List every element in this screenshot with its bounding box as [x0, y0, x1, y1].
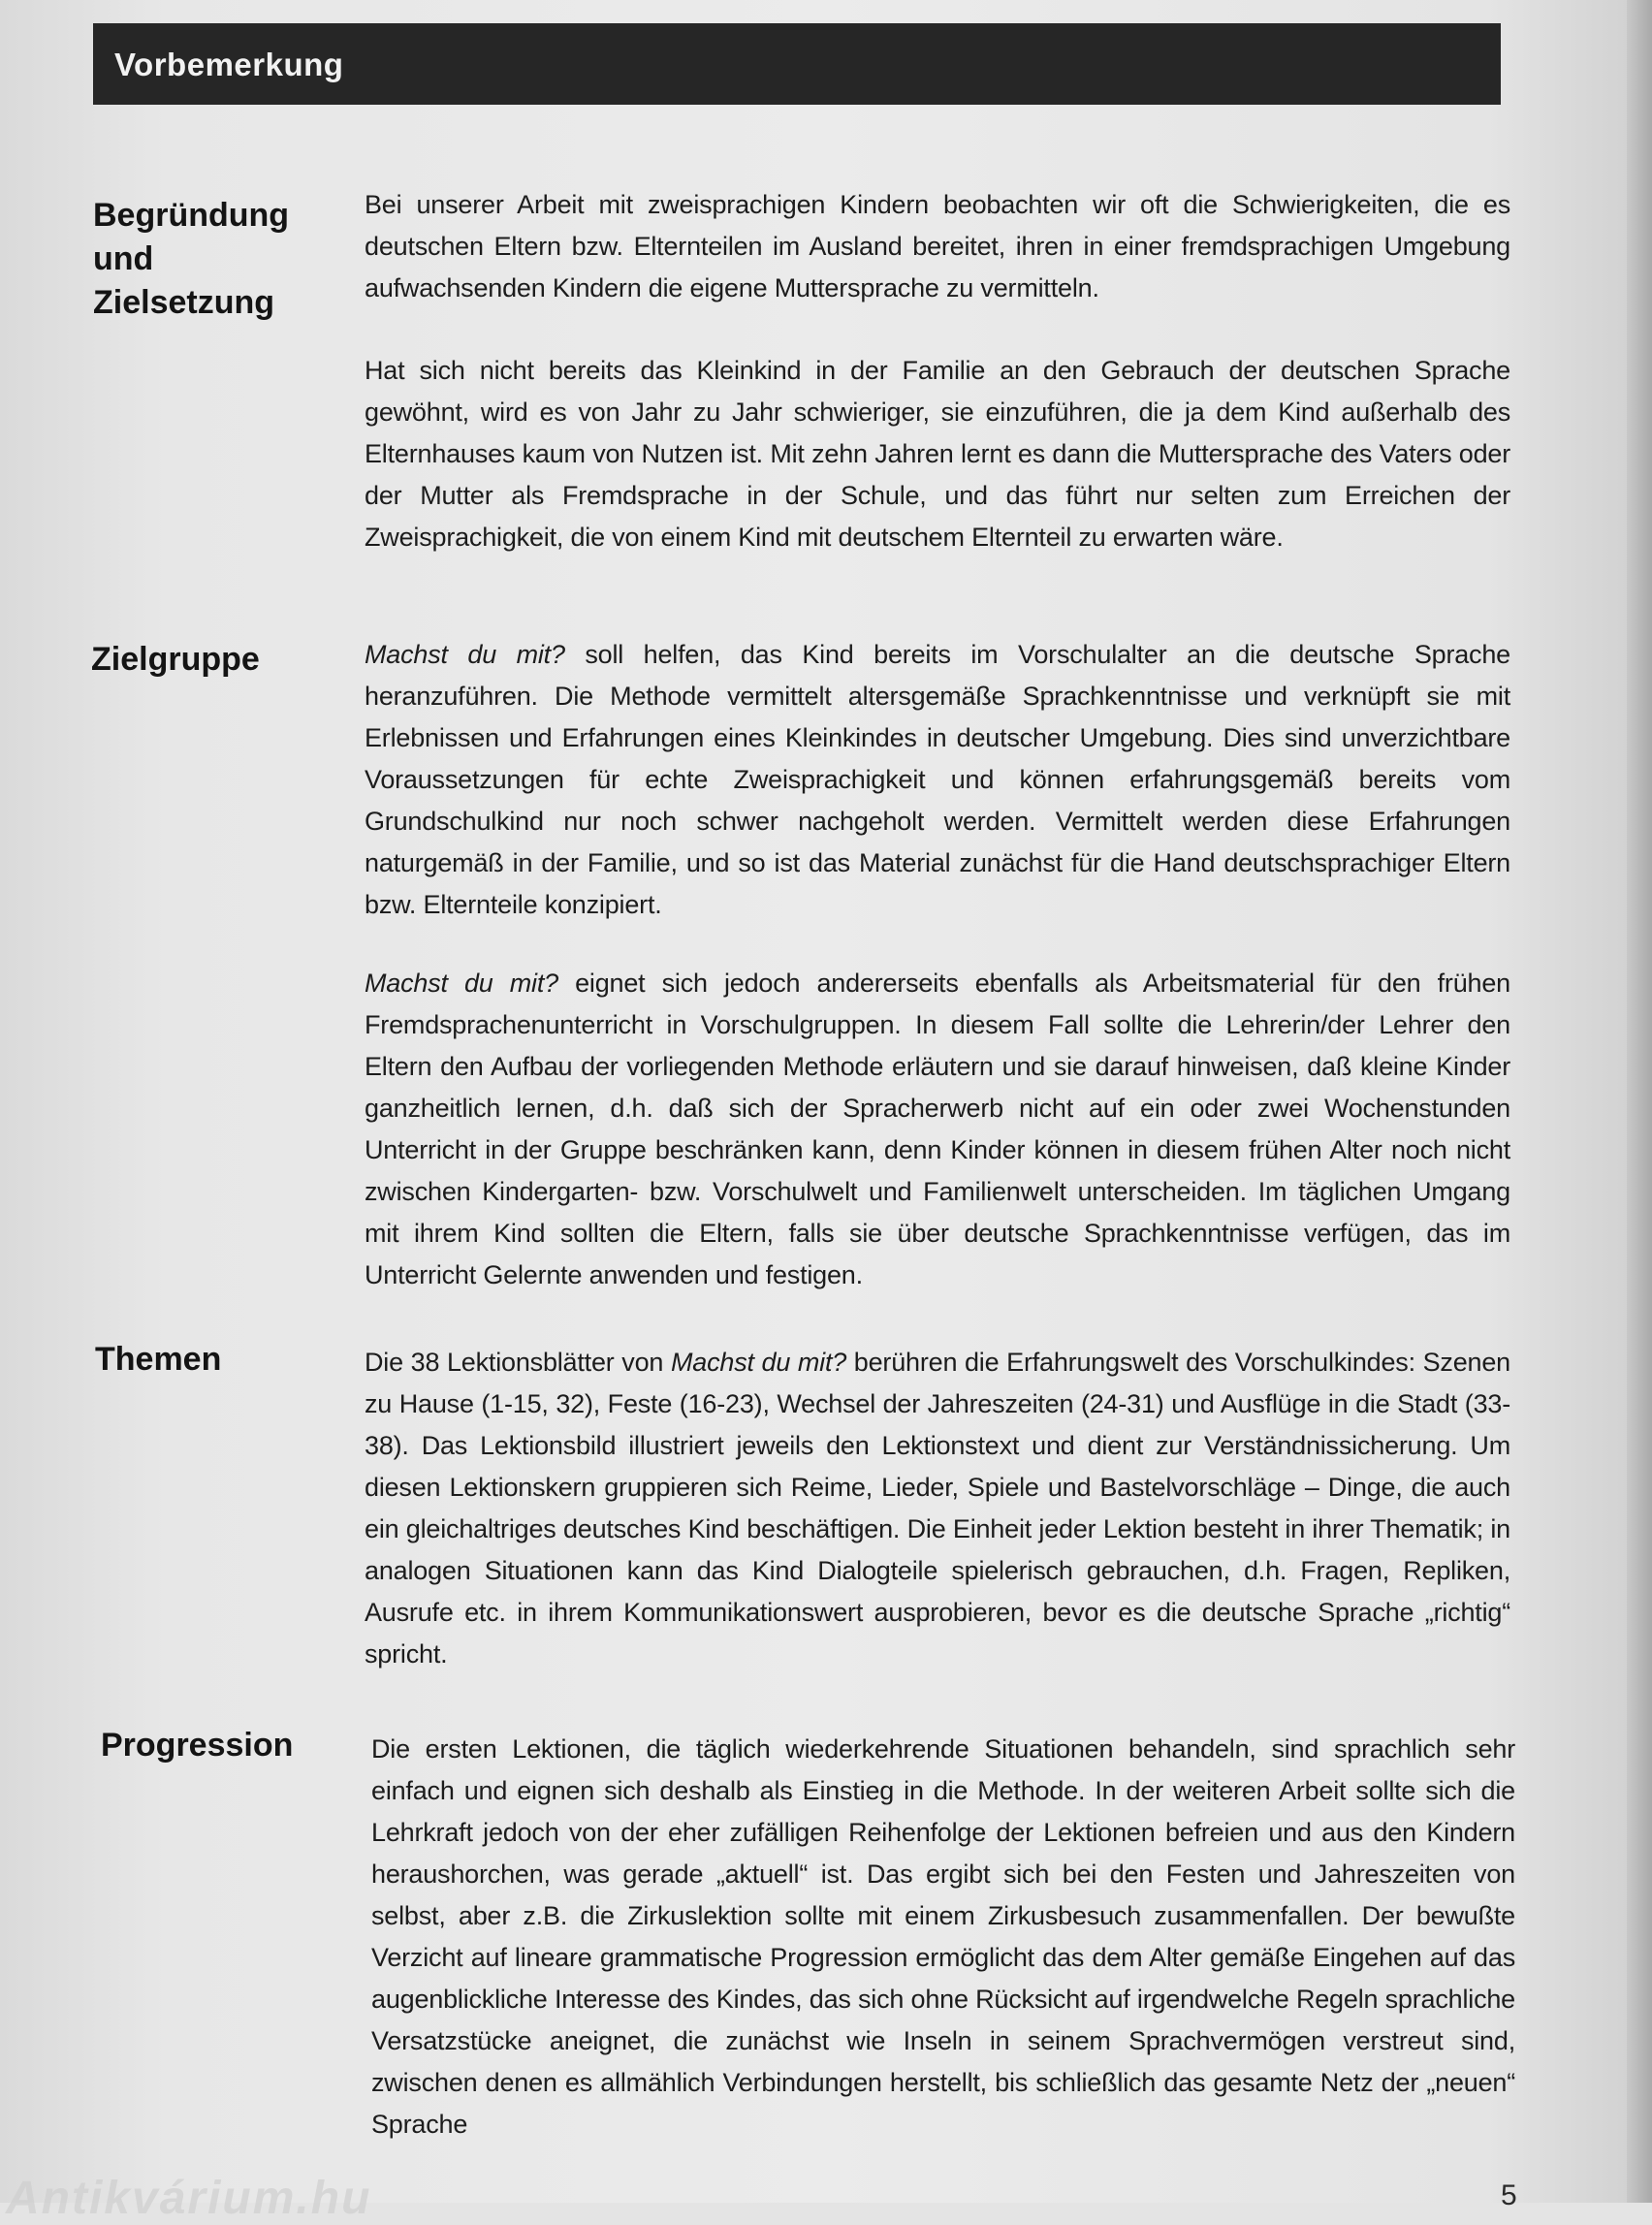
paragraph-begruendung-1: Bei unserer Arbeit mit zweisprachigen Kindern beobachten wir oft die Schwierigkeiten, die es deutschen Eltern bzw. Elternteilen im Ausland bereitet, ihren in einer fremdsprachigen Umgebung aufwachsenden Kindern die eigene Muttersprache zu vermitteln.	[365, 190, 1510, 302]
heading-themen: Themen	[95, 1341, 222, 1378]
paragraph-progression-1: Die ersten Lektionen, die täglich wiederkehrende Situationen behandeln, sind sprachlich sehr einfach und eignen sich deshalb als Einstieg in die Methode. In der weiteren Arbeit sollte sich die Lehrkraft jedoch von der eher zufälligen Reihenfolge der Lektionen befreien und aus den Kindern heraushorchen, was gerade „aktuell“ ist. Das ergibt sich bei den Festen und Jahreszeiten von selbst, aber z.B. die Zirkuslektion sollte mit einem Zirkusbesuch zusammenfallen. Der bewußte Verzicht auf lineare grammatische Progression ermöglicht das dem Alter gemäße Eingehen auf das augenblickliche Interesse des Kindes, das sich ohne Rücksicht auf irgendwelche Regeln sprachliche Versatzstücke aneignet, die zunächst wie Inseln in seinem Sprachvermögen verstreut sind, zwischen denen es allmählich Verbindungen herstellt, bis schließlich das gesamte Netz der „neuen“ Sprache	[371, 1734, 1515, 2139]
heading-begruendung	[93, 194, 289, 325]
heading-line: Zielsetzung	[93, 284, 275, 321]
paragraph-text: berühren die Erfahrungswelt des Vorschulkindes: Szenen zu Hause (1-15, 32), Feste (16-23), Wechsel der Jahreszeiten (24-31) und Ausflüge in die Stadt (33-38). Das Lektionsbild illustriert jeweils den Lektionstext und dient zur Verständnissicherung. Um diesen Lektionskern gruppieren sich Reime, Lieder, Spiele und Bastelvorschläge – Dinge, die auch ein gleichaltriges deutsches Kind beschäftigen. Die Einheit jeder Lektion besteht in ihrer Thematik; in analogen Situationen kann das Kind Dialogteile spielerisch gebrauchen, d.h. Fragen, Repliken, Ausrufe etc. in ihrem Kommunikationswert ausprobieren, bevor es die deutsche Sprache „richtig“ spricht.	[365, 1348, 1510, 1669]
paragraph-text: soll helfen, das Kind bereits im Vorschulalter an die deutsche Sprache heranzuführen. Die Methode vermittelt altersgemäße Sprachkenntnisse und verknüpft sie mit Erlebnissen und Erfahrungen eines Kleinkindes in deutscher Umgebung. Dies sind unverzichtbare Voraussetzungen für echte Zweisprachigkeit und können erfahrungsgemäß bereits vom Grundschulkind nur noch schwer nachgeholt werden. Vermittelt werden diese Erfahrungen naturgemäß in der Familie, und so ist das Material zunächst für die Hand deutschsprachiger Eltern bzw. Elternteile konzipiert.	[365, 640, 1510, 919]
page-title: Vorbemerkung	[114, 47, 344, 82]
book-title: Machst du mit?	[365, 969, 558, 998]
book-title: Machst du mit?	[365, 640, 565, 669]
paragraph-text: eignet sich jedoch andererseits ebenfalls als Arbeitsmaterial für den frühen Fremdsprachenunterricht in Vorschulgruppen. In diesem Fall sollte die Lehrerin/der Lehrer den Eltern den Aufbau der vorliegenden Methode erläutern und sie darauf hinweisen, daß kleine Kinder ganzheitlich lernen, d.h. daß sich der Spracherwerb nicht auf ein oder zwei Wochenstunden Unterricht in der Gruppe beschränken kann, denn Kinder können in diesem frühen Alter noch nicht zwischen Kindergarten- bzw. Vorschulwelt und Familienwelt unterscheiden. Im täglichen Umgang mit ihrem Kind sollten die Eltern, falls sie über deutsche Sprachkenntnisse verfügen, das im Unterricht Gelernte anwenden und festigen.	[365, 969, 1510, 1289]
paragraph-zielgruppe-1	[365, 634, 1510, 926]
header-bar	[93, 23, 1501, 105]
paragraph-text: Die 38 Lektionsblätter von	[365, 1348, 671, 1377]
heading-zielgruppe: Zielgruppe	[91, 641, 260, 678]
page-number: 5	[1501, 2179, 1517, 2211]
page-edge-shadow	[1627, 0, 1652, 2203]
paragraph-begruendung-2: Hat sich nicht bereits das Kleinkind in der Familie an den Gebrauch der deutschen Sprache gewöhnt, wird es von Jahr zu Jahr schwieriger, sie einzuführen, die ja dem Kind außerhalb des Elternhauses kaum von Nutzen ist. Mit zehn Jahren lernt es dann die Muttersprache des Vaters oder der Mutter als Fremdsprache in der Schule, und das führt nur selten zum Erreichen der Zweisprachigkeit, die von einem Kind mit deutschem Elternteil zu erwarten wäre.	[365, 356, 1510, 552]
heading-line: und	[93, 240, 154, 277]
paragraph-themen-1	[365, 1342, 1510, 1675]
watermark: Antikvárium.hu	[6, 2173, 372, 2224]
book-title: Machst du mit?	[670, 1348, 847, 1377]
heading-line: Begründung	[93, 197, 290, 234]
paragraph-zielgruppe-2	[365, 963, 1510, 1296]
heading-progression: Progression	[101, 1727, 294, 1764]
